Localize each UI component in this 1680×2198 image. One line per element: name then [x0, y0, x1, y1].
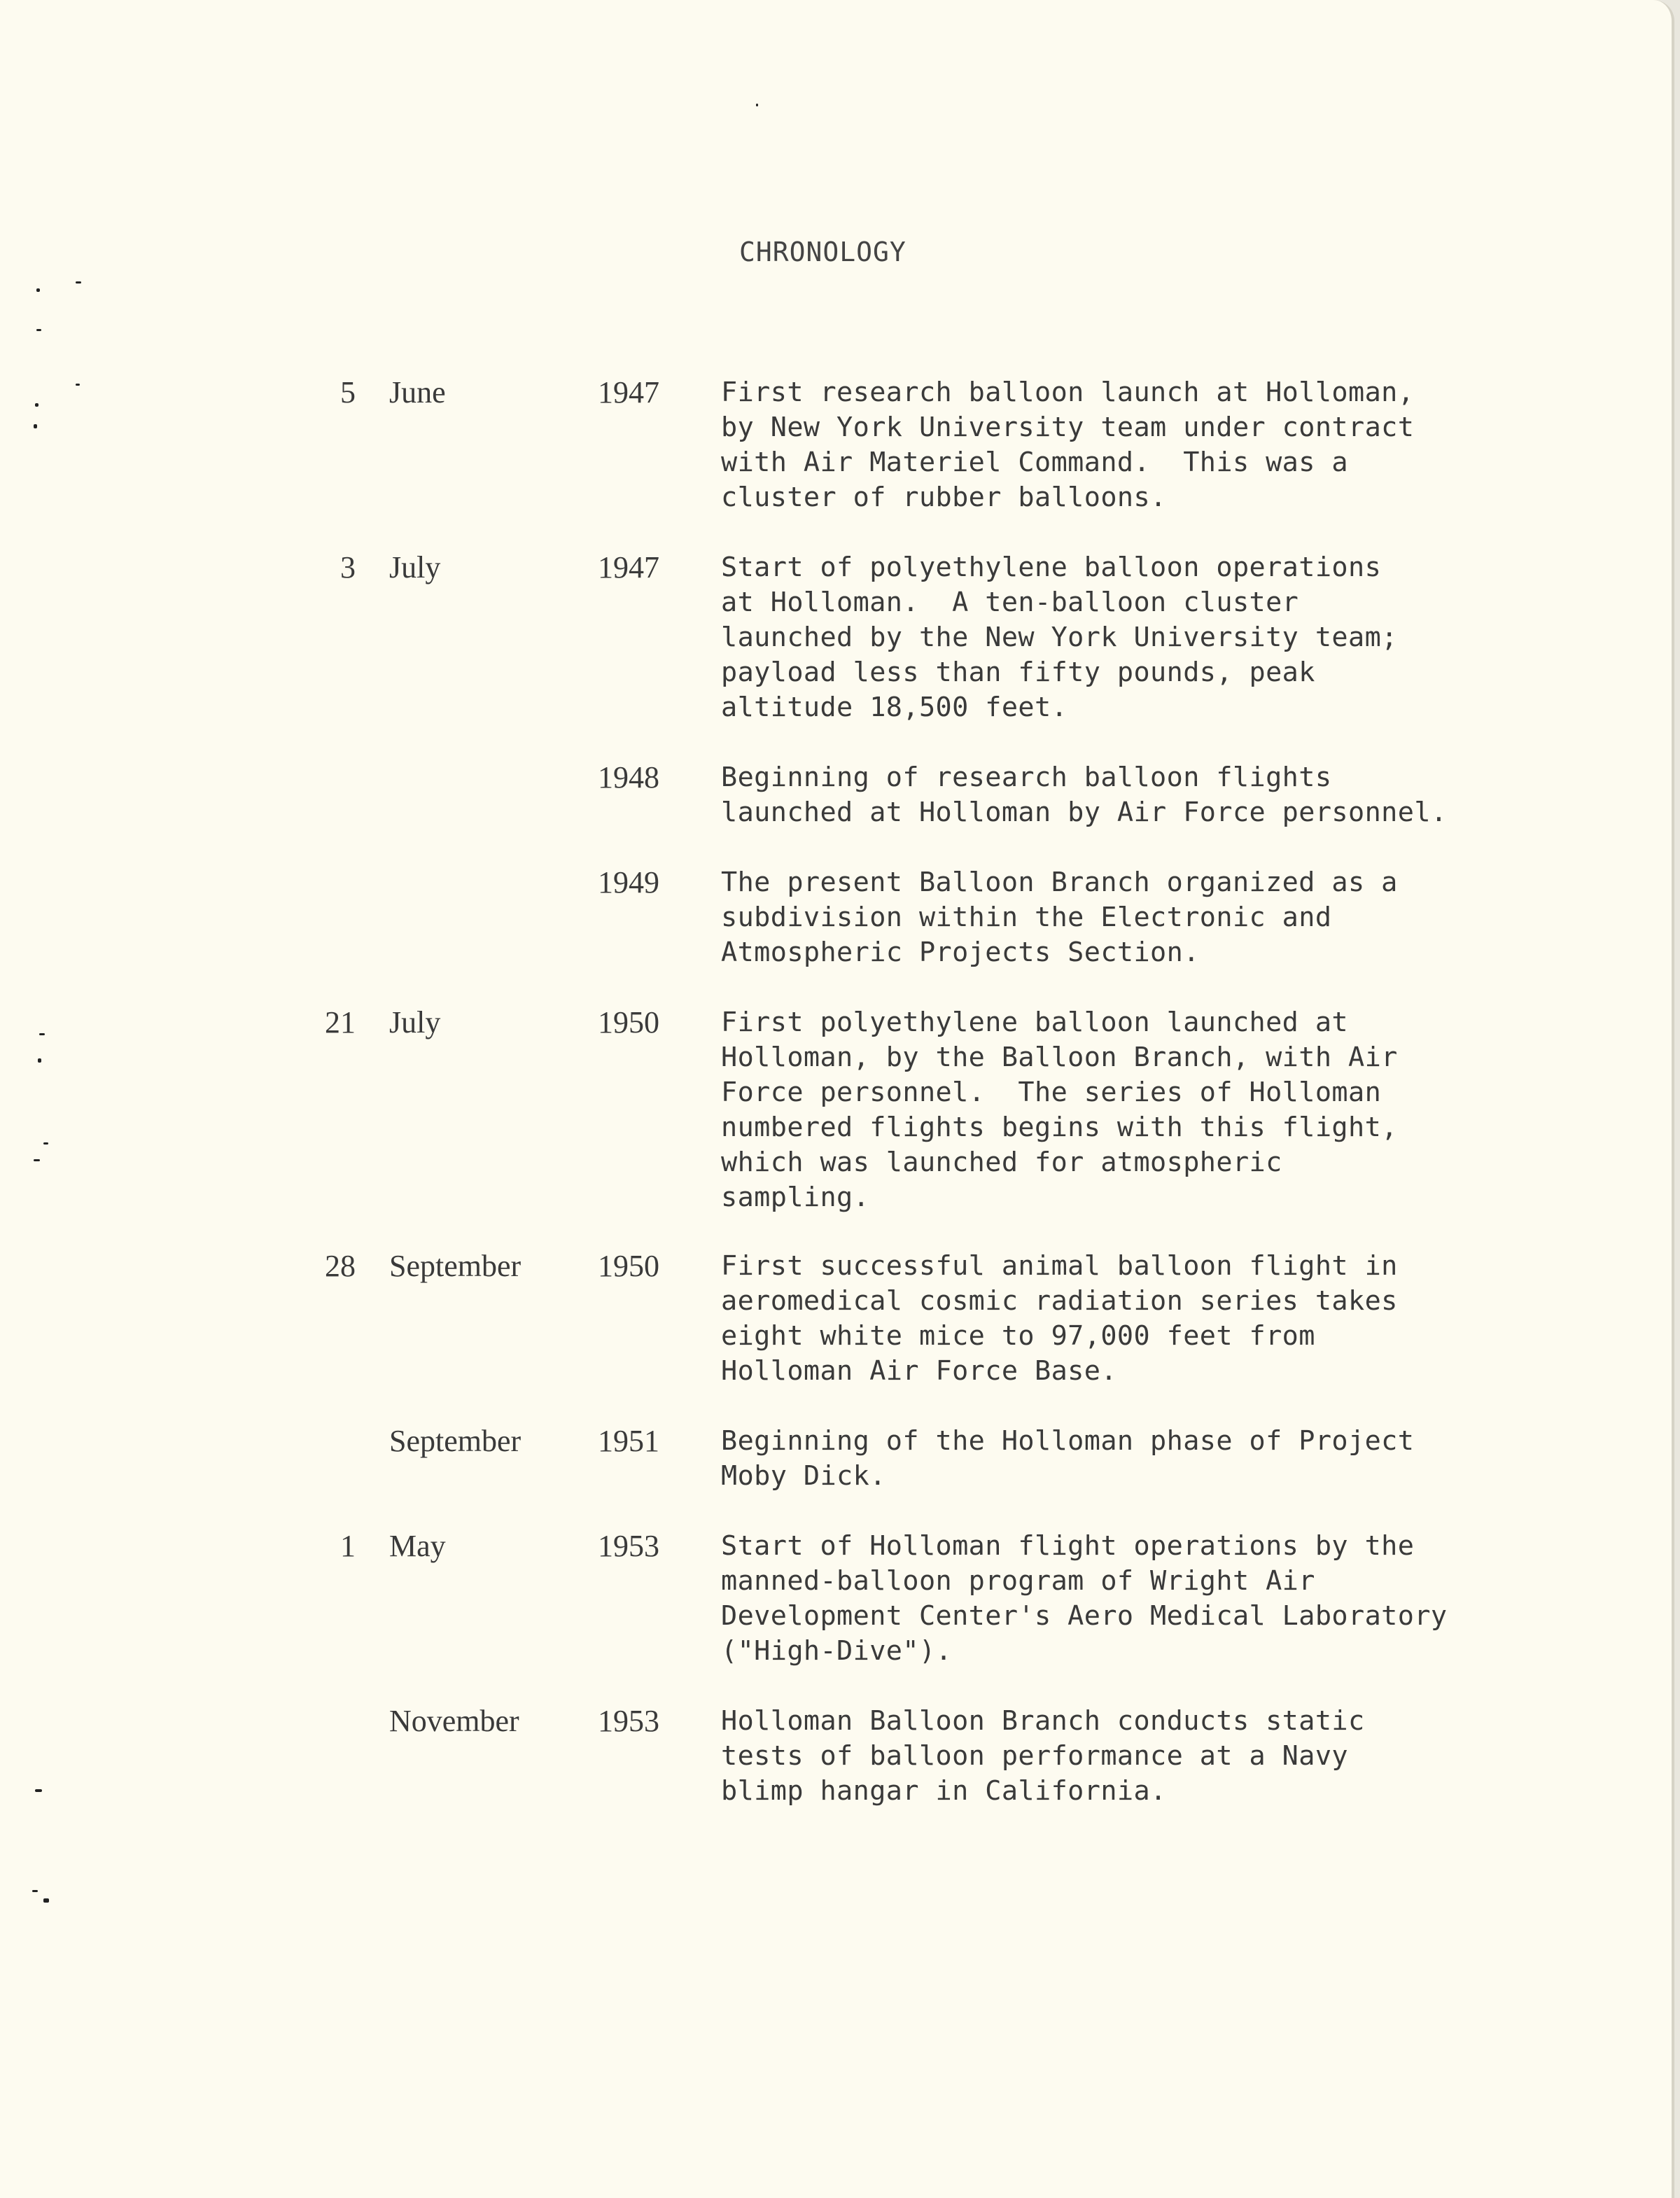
entry-year: 1950: [598, 1249, 659, 1283]
speck: [36, 288, 40, 292]
entry-month: November: [389, 1704, 519, 1738]
entry-year: 1953: [598, 1704, 659, 1738]
entry-year: 1947: [598, 550, 659, 584]
entry-month: May: [389, 1529, 446, 1563]
speck: [76, 384, 80, 386]
speck: [36, 329, 41, 331]
speck: [43, 1898, 49, 1903]
speck: [38, 1058, 41, 1063]
entry-month: September: [389, 1424, 522, 1458]
entry-month: July: [389, 550, 441, 584]
speck: [756, 104, 758, 106]
speck: [43, 1142, 48, 1144]
entry-day: 3: [340, 550, 356, 584]
entry-day: 28: [325, 1249, 356, 1283]
entry-month: September: [389, 1249, 522, 1283]
speck: [35, 1789, 42, 1792]
page-title: CHRONOLOGY: [739, 237, 906, 267]
entry-description: Start of Holloman flight operations by the manned-balloon program of Wright Air Development Center's Aero Medical Laboratory ("High-Dive").: [721, 1530, 1448, 1667]
entry-year: 1948: [598, 760, 659, 794]
speck: [32, 1890, 38, 1892]
entry-year: 1951: [598, 1424, 659, 1458]
entry-description: First polyethylene balloon launched at Holloman, by the Balloon Branch, with Air Force personnel. The series of Holloman numbered flights begins with this flight, which was launched for atmospheric sampling.: [721, 1007, 1398, 1213]
margin-specks: [0, 0, 140, 2198]
entry-year: 1949: [598, 865, 659, 899]
entry-description: Holloman Balloon Branch conducts static tests of balloon performance at a Navy blimp hangar in California.: [721, 1705, 1365, 1807]
entry-day: 5: [340, 375, 356, 410]
speck: [39, 1033, 45, 1035]
entry-day: 21: [325, 1005, 356, 1040]
speck: [34, 1159, 40, 1161]
entry-year: 1950: [598, 1005, 659, 1040]
entry-description: Start of polyethylene balloon operations at Holloman. A ten-balloon cluster launched by the New York University team; payload less than fifty pounds, peak altitude 18,500 feet.: [721, 552, 1398, 723]
speck: [34, 424, 37, 428]
entry-description: First research balloon launch at Holloman, by New York University team under contract with Air Materiel Command. This was a cluster of rubber balloons.: [721, 377, 1415, 513]
entry-description: The present Balloon Branch organized as a subdivision within the Electronic and Atmospheric Projects Section.: [721, 867, 1398, 968]
entry-year: 1953: [598, 1529, 659, 1563]
entry-description: First successful animal balloon flight in aeromedical cosmic radiation series takes eight white mice to 97,000 feet from Holloman Air Force Base.: [721, 1250, 1398, 1387]
entry-description: Beginning of research balloon flights launched at Holloman by Air Force personnel.: [721, 762, 1448, 828]
entry-year: 1947: [598, 375, 659, 410]
speck: [35, 403, 38, 407]
entry-day: 1: [340, 1529, 356, 1563]
entry-description: Beginning of the Holloman phase of Project Moby Dick.: [721, 1425, 1415, 1492]
speck: [76, 281, 81, 284]
entry-month: June: [389, 375, 446, 410]
entry-month: July: [389, 1005, 441, 1040]
